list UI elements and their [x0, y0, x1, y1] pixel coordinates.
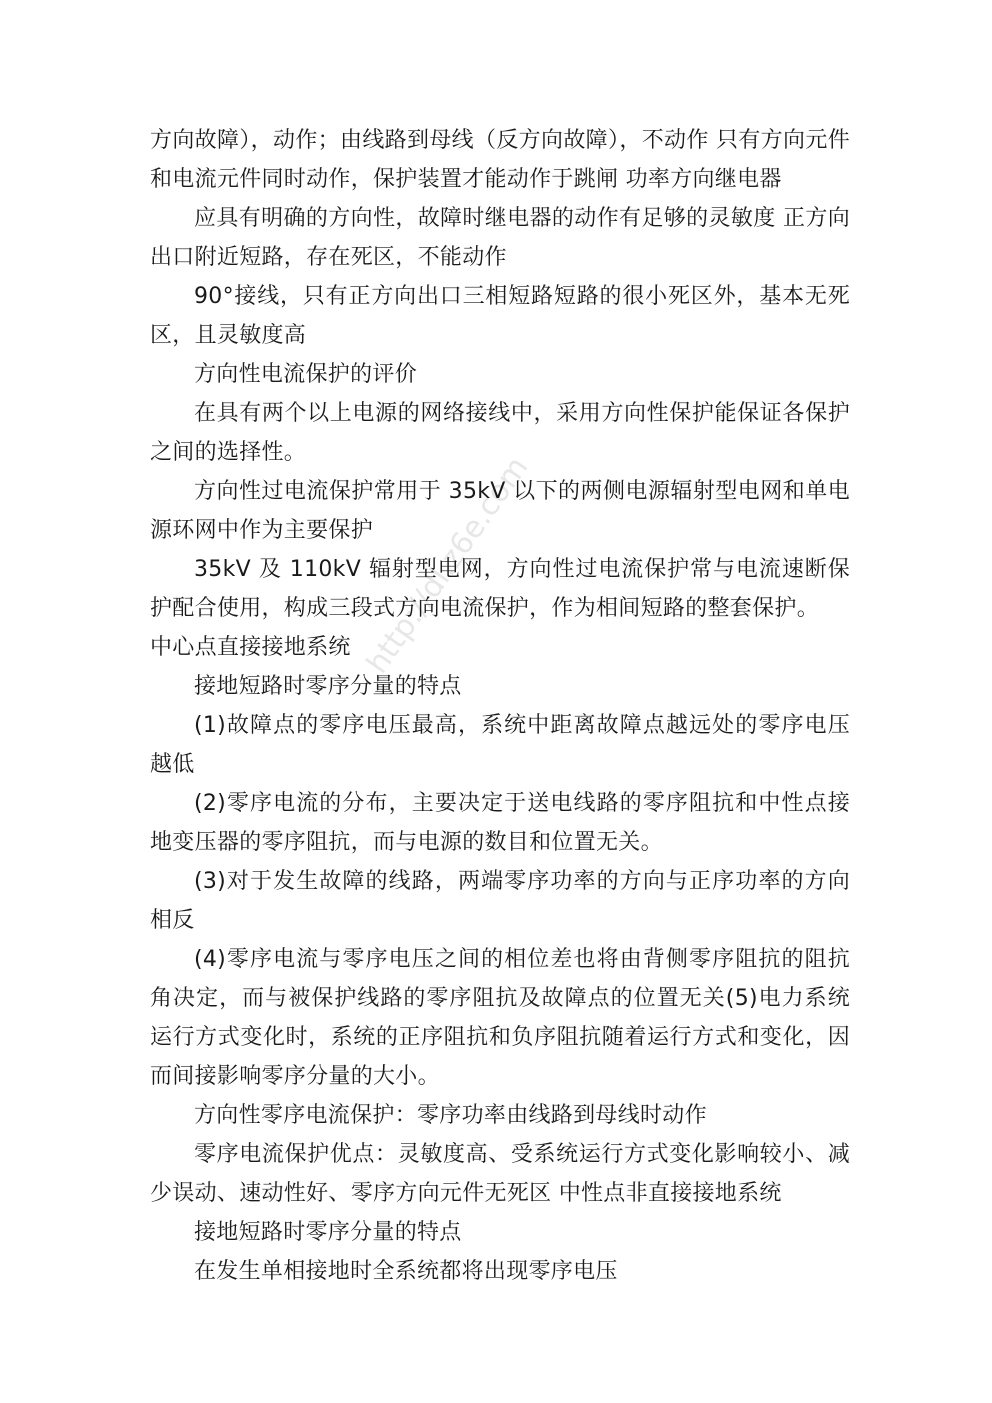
paragraph-10: (1)故障点的零序电压最高，系统中距离故障点越远处的零序电压越低: [150, 713, 850, 777]
paragraph-9: 接地短路时零序分量的特点: [194, 674, 462, 699]
paragraph-7: 35kV 及 110kV 辐射型电网，方向性过电流保护常与电流速断保护配合使用，构成三段式方向电流保护，作为相间短路的整套保护。: [150, 557, 850, 621]
paragraph-17: 在发生单相接地时全系统都将出现零序电压: [194, 1259, 618, 1284]
document-body: [150, 121, 850, 1291]
paragraph-14: 方向性零序电流保护：零序功率由线路到母线时动作: [194, 1103, 707, 1128]
paragraph-3: 90°接线，只有正方向出口三相短路短路的很小死区外，基本无死区，且灵敏度高: [150, 284, 850, 348]
paragraph-4: 方向性电流保护的评价: [194, 362, 418, 387]
paragraph-15: 零序电流保护优点：灵敏度高、受系统运行方式变化影响较小、减少误动、速动性好、零序方向元件无死区 中性点非直接接地系统: [150, 1142, 850, 1206]
paragraph-16: 接地短路时零序分量的特点: [194, 1220, 462, 1245]
watermark: http://dl.z6e.com: [360, 450, 536, 681]
paragraph-2: 应具有明确的方向性，故障时继电器的动作有足够的灵敏度 正方向出口附近短路，存在死区，不能动作: [150, 206, 850, 270]
paragraph-11: (2)零序电流的分布，主要决定于送电线路的零序阻抗和中性点接地变压器的零序阻抗，而与电源的数目和位置无关。: [150, 791, 850, 855]
paragraph-1: 方向故障），动作；由线路到母线（反方向故障），不动作 只有方向元件和电流元件同时动作，保护装置才能动作于跳闸 功率方向继电器: [150, 128, 850, 192]
paragraph-8: 中心点直接接地系统: [150, 635, 351, 660]
paragraph-5: 在具有两个以上电源的网络接线中，采用方向性保护能保证各保护之间的选择性。: [150, 401, 850, 465]
paragraph-6: 方向性过电流保护常用于 35kV 以下的两侧电源辐射型电网和单电源环网中作为主要保护: [150, 479, 850, 543]
paragraph-12: (3)对于发生故障的线路，两端零序功率的方向与正序功率的方向相反: [150, 869, 850, 933]
paragraph-13: (4)零序电流与零序电压之间的相位差也将由背侧零序阻抗的阻抗角决定，而与被保护线路的零序阻抗及故障点的位置无关(5)电力系统运行方式变化时，系统的正序阻抗和负序阻抗随着运行方式和变化，因而间接影响零序分量的大小。: [150, 947, 850, 1089]
